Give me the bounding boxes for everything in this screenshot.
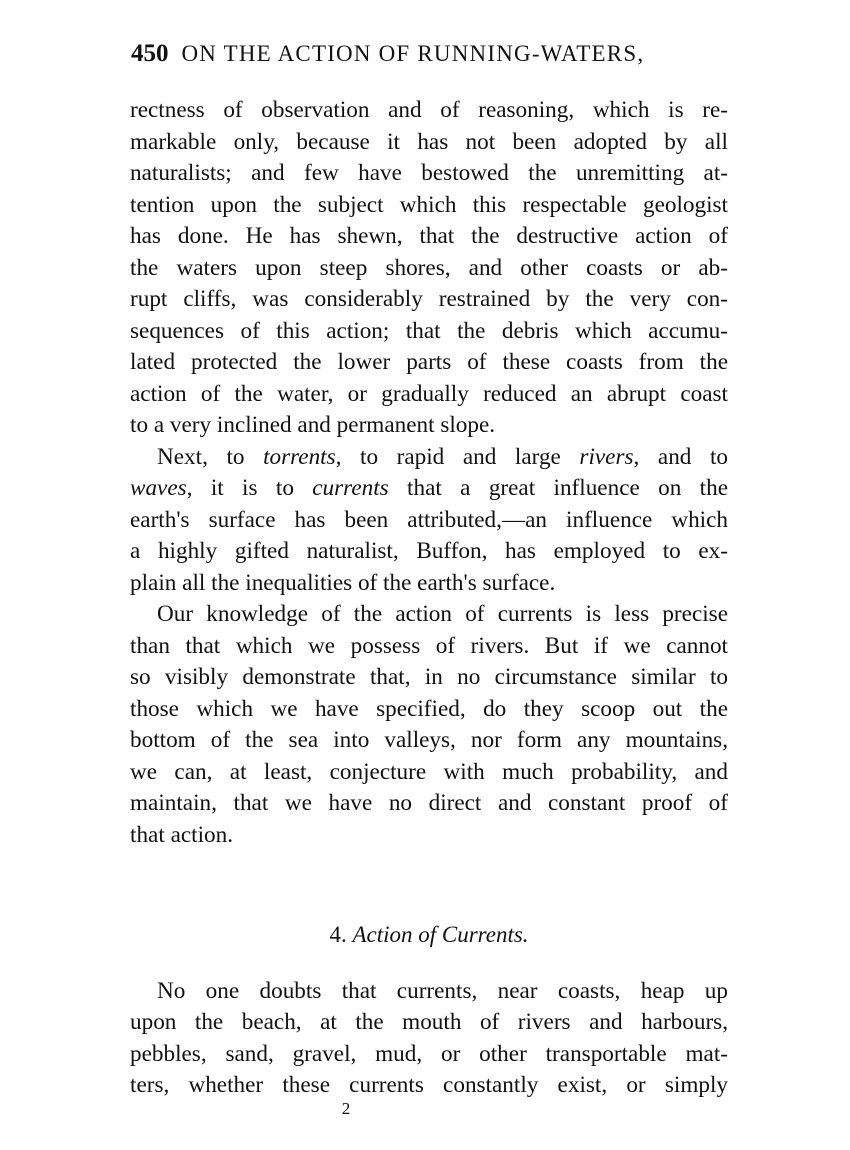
section-number: 4. (329, 922, 347, 947)
running-head (131, 40, 731, 74)
text-line: that action. (130, 822, 234, 848)
text-line: markable only, because it has not been adopted by all (130, 129, 728, 155)
text-line: to a very inclined and permanent slope. (130, 412, 496, 438)
text-line: so visibly demonstrate that, in no circumstance similar to (130, 664, 728, 690)
text-line: lated protected the lower parts of these coasts from the (130, 349, 728, 375)
text-line: bottom of the sea into valleys, nor form any mountains, (130, 727, 728, 753)
text-line: naturalists; and few have bestowed the unremitting at- (130, 160, 728, 186)
signature-mark: 2 (341, 1099, 351, 1118)
text-line: plain all the inequalities of the earth's surface. (130, 570, 556, 596)
text-line: action of the water, or gradually reduced an abrupt coast (130, 381, 728, 407)
text-line: a highly gifted naturalist, Buffon, has employed to ex- (130, 538, 728, 564)
text-line: has done. He has shewn, that the destructive action of (130, 223, 728, 249)
text-line: maintain, that we have no direct and constant proof of (130, 790, 728, 816)
text-line: we can, at least, conjecture with much probability, and (130, 759, 728, 785)
text-line: No one doubts that currents, near coasts, heap up (157, 978, 728, 1004)
text-line: the waters upon steep shores, and other coasts or ab- (130, 255, 728, 281)
text-line: Next, to torrents, to rapid and large rivers, and to (157, 444, 728, 470)
section-heading (130, 918, 728, 952)
text-line: upon the beach, at the mouth of rivers and harbours, (130, 1009, 728, 1035)
text-line: waves, it is to currents that a great influence on the (130, 475, 728, 501)
text-line: rectness of observation and of reasoning, which is re- (130, 97, 728, 123)
running-title: ON THE ACTION OF RUNNING-WATERS, (181, 41, 645, 66)
text-line: sequences of this action; that the debris which accumu- (130, 318, 728, 344)
text-line: than that which we possess of rivers. But if we cannot (130, 633, 728, 659)
text-line: those which we have specified, do they scoop out the (130, 696, 728, 722)
text-line: tention upon the subject which this respectable geologist (130, 192, 728, 218)
text-line: pebbles, sand, gravel, mud, or other transportable mat- (130, 1041, 728, 1067)
text-line: ters, whether these currents constantly exist, or simply (130, 1072, 728, 1098)
text-line: rupt cliffs, was considerably restrained by the very con- (130, 286, 728, 312)
text-line: earth's surface has been attributed,—an influence which (130, 507, 728, 533)
page-number: 450 (131, 40, 169, 67)
text-line: Our knowledge of the action of currents is less precise (157, 601, 728, 627)
section-title: Action of Currents. (352, 922, 529, 947)
